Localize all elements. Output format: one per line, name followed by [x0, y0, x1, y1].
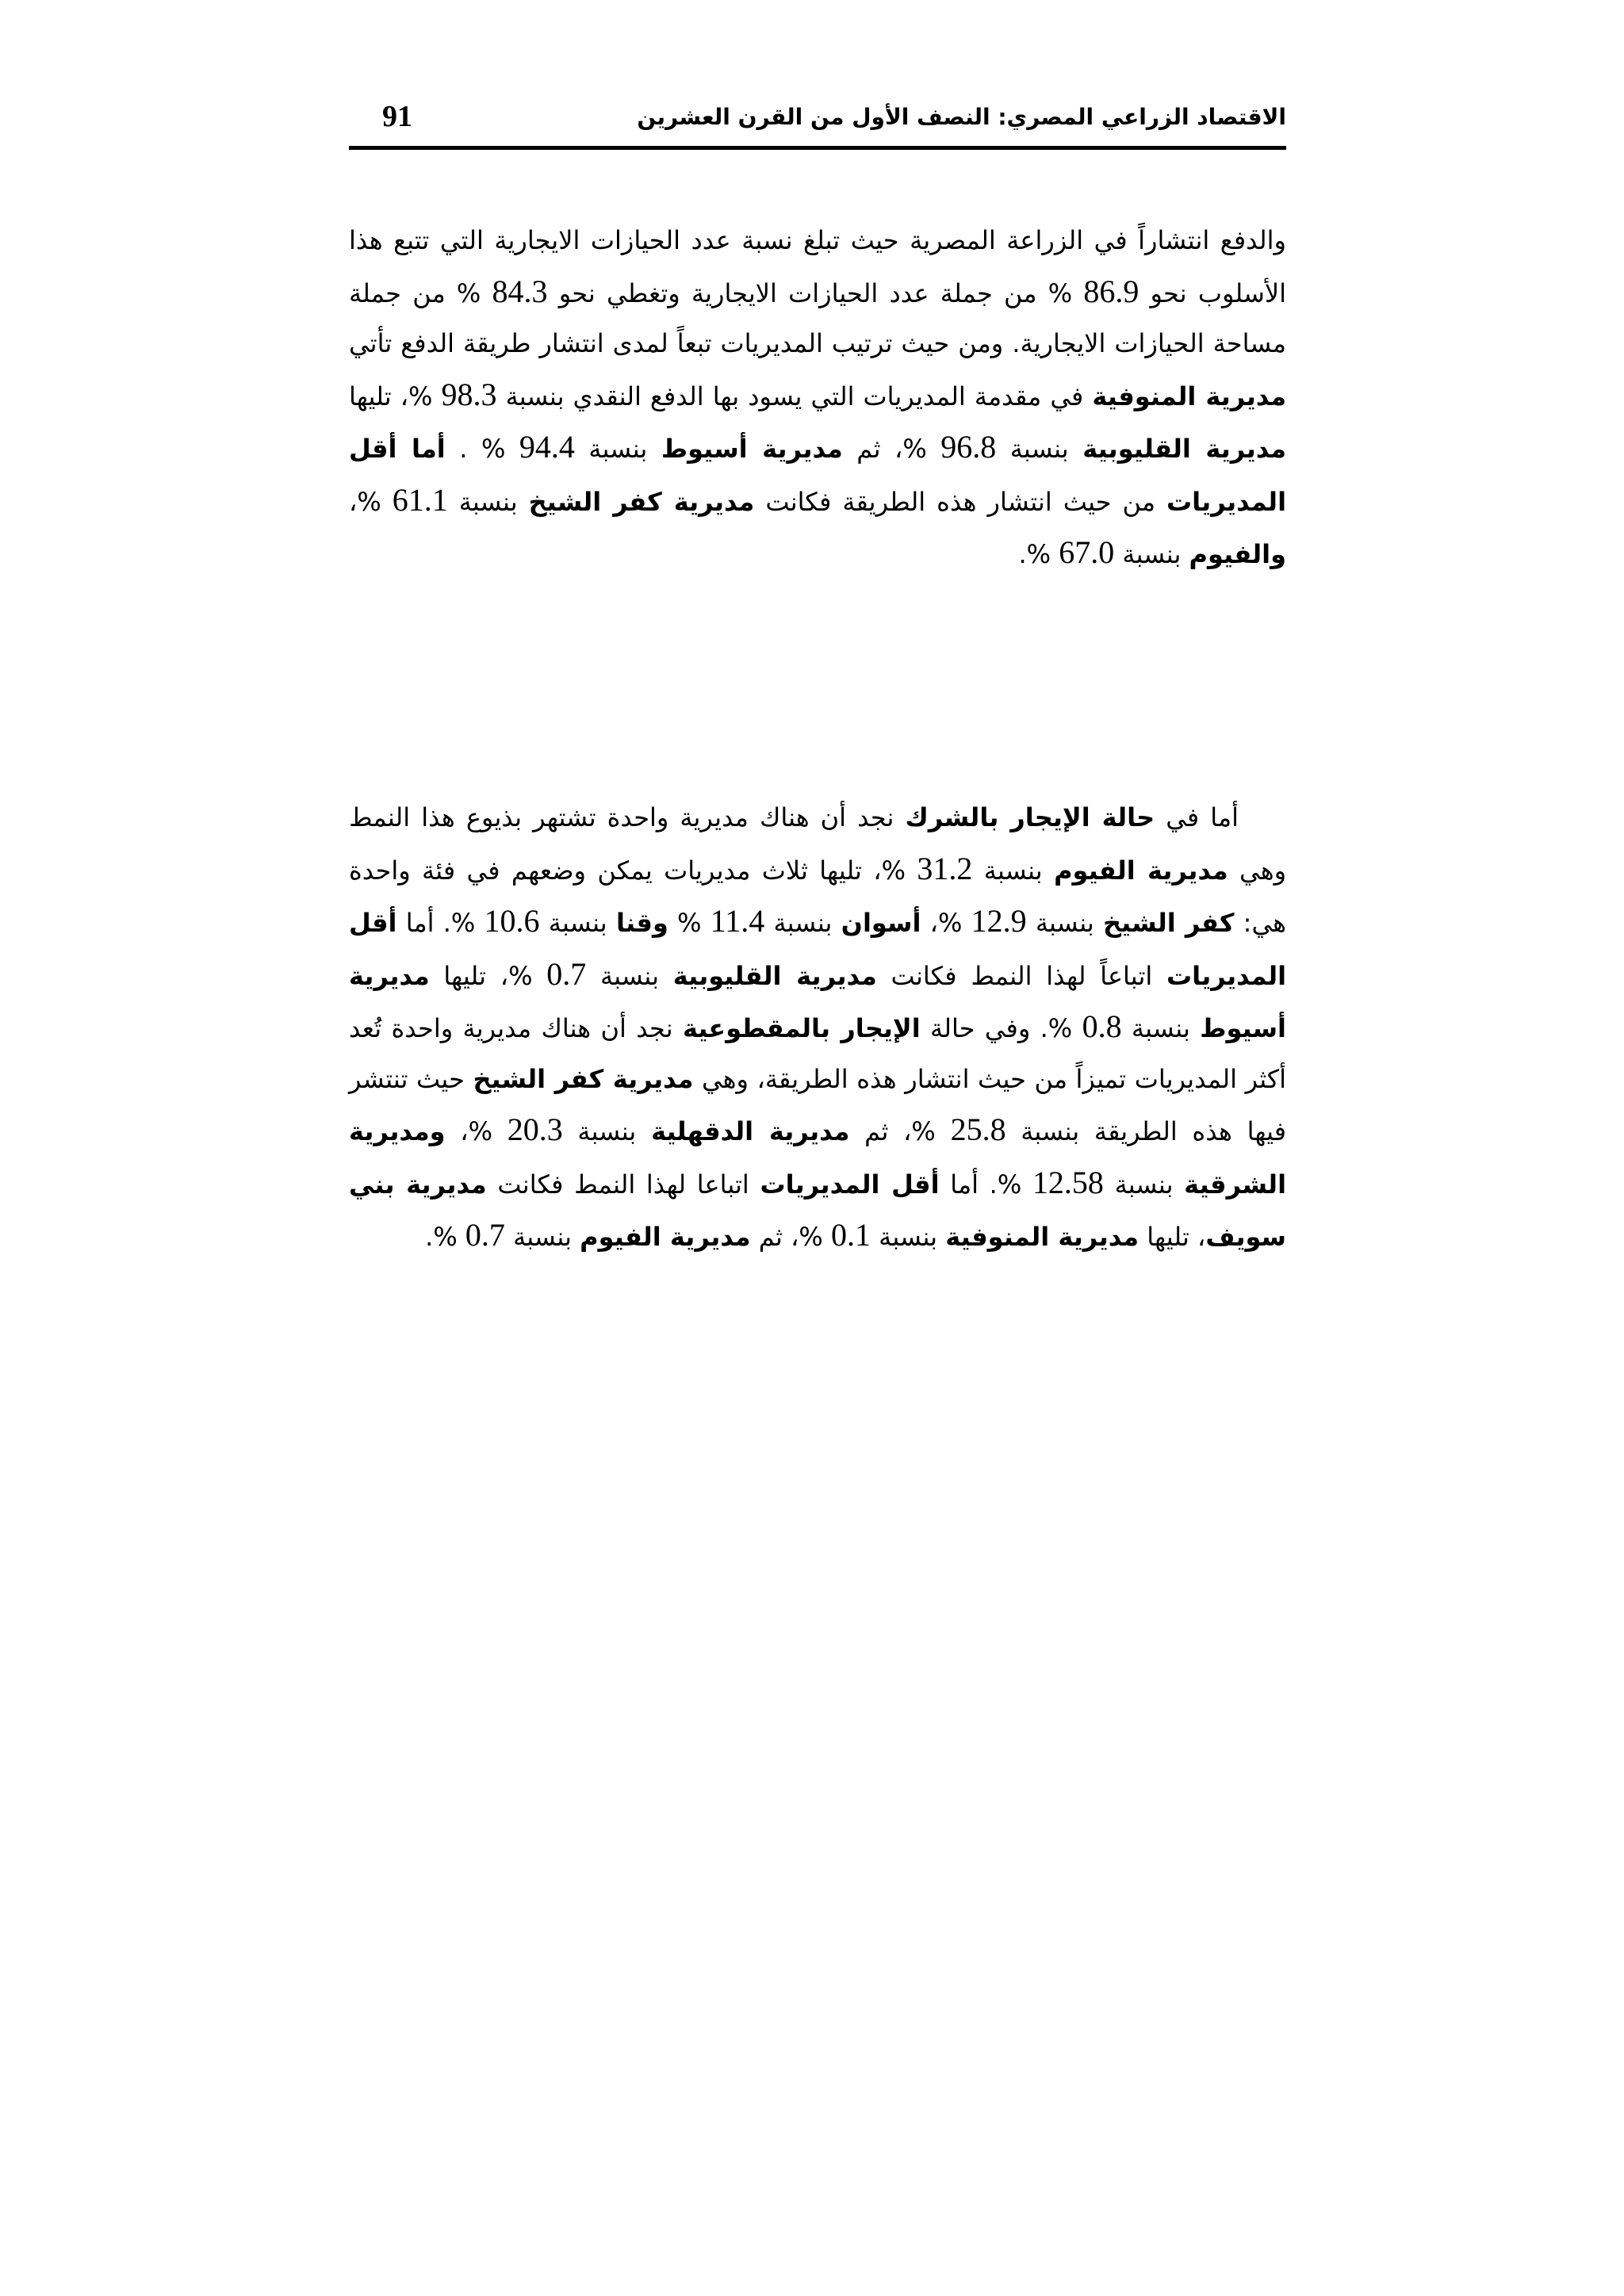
- bold-term: أقل المديريات: [349, 908, 1287, 991]
- text-run: % من جملة مساحة الحيازات الايجارية. ومن حيث ترتيب المديريات تبعاً لمدى انتشار طريقة الدفع تأتي: [349, 277, 1286, 358]
- text-run: %، ثم: [842, 434, 941, 464]
- text-run: بنسبة: [1103, 1169, 1185, 1200]
- bold-term: أما أقل المديريات: [349, 434, 1287, 517]
- bold-term: مديرية كفر الشيخ: [473, 1063, 694, 1094]
- text-run: %، ثم: [849, 1116, 951, 1146]
- bold-term: والفيوم: [1189, 539, 1286, 569]
- body-paragraph-2: [349, 793, 1286, 1263]
- percentage-value: 94.4: [519, 429, 575, 465]
- bold-term: مديرية الفيوم: [580, 1222, 751, 1252]
- text-run: %: [668, 908, 710, 938]
- text-run: نجد أن هناك مديرية واحدة تُعد أكثر المديريات تميزاً من حيث انتشار هذه الطريقة، وهي: [349, 1013, 1287, 1094]
- percentage-value: 96.8: [940, 429, 997, 465]
- percentage-value: 12.9: [971, 903, 1027, 939]
- bold-term: مديرية الدقهلية: [651, 1116, 850, 1146]
- percentage-value: 0.7: [465, 1217, 505, 1253]
- text-run: اتباعا لهذا النمط فكانت: [486, 1169, 760, 1200]
- text-run: بنسبة: [539, 908, 616, 938]
- bold-term: مديرية المنوفية: [945, 1222, 1139, 1252]
- text-run: %، تليها: [349, 381, 442, 411]
- text-run: اتباعاً لهذا النمط فكانت: [876, 960, 1167, 991]
- text-run: في مقدمة المديريات التي يسود بها الدفع النقدي بنسبة: [496, 381, 1093, 411]
- text-run: بنسبة: [504, 1222, 580, 1252]
- text-run: %،: [921, 908, 971, 938]
- percentage-value: 10.6: [484, 903, 540, 939]
- text-run: بنسبة: [447, 486, 529, 517]
- text-run: %، تليها ثلاث مديريات يمكن وضعهم في فئة واحدة هي:: [349, 855, 1286, 938]
- running-header-title: الاقتصاد الزراعي المصري: النصف الأول من القرن العشرين: [637, 104, 1286, 130]
- text-run: بنسبة: [586, 960, 673, 991]
- text-run: %، ثم: [750, 1222, 831, 1252]
- page-number: 91: [382, 100, 412, 133]
- header-rule: [349, 146, 1286, 150]
- bold-term: مديرية أسيوط: [661, 434, 843, 464]
- bold-term: ومديرية الشرقية: [349, 1116, 1287, 1200]
- text-run: والدفع انتشاراً في الزراعة المصرية حيث تبلغ نسبة عدد الحيازات الايجارية التي تتبع هذا الأسلوب نحو: [349, 225, 1287, 308]
- body-paragraph-1: [349, 216, 1286, 580]
- bold-term: مديرية أسيوط: [349, 960, 1286, 1043]
- bold-term: كفر الشيخ: [1103, 908, 1235, 938]
- running-header: [349, 99, 1286, 145]
- text-run: بنسبة: [1121, 1013, 1201, 1043]
- text-run: ، تليها: [1139, 1222, 1206, 1252]
- percentage-value: 25.8: [950, 1112, 1006, 1147]
- text-run: بنسبة: [1114, 539, 1189, 569]
- percentage-value: 0.7: [546, 955, 587, 992]
- text-run: %، تليها: [429, 960, 547, 991]
- text-run: %،: [445, 1116, 508, 1146]
- percentage-value: 67.0: [1059, 534, 1115, 570]
- percentage-value: 0.8: [1082, 1008, 1122, 1044]
- text-run: %.: [425, 1222, 465, 1252]
- bold-term: الإيجار بالمقطوعية: [682, 1013, 921, 1043]
- percentage-value: 84.3: [492, 273, 548, 309]
- bold-term: حالة الإيجار بالشرك: [905, 802, 1155, 832]
- percentage-value: 31.2: [917, 850, 973, 886]
- text-run: %. أما: [939, 1169, 1032, 1200]
- percentage-value: 98.3: [441, 376, 497, 412]
- bold-term: وقنا: [615, 908, 668, 938]
- percentage-value: 86.9: [1083, 273, 1139, 309]
- text-run: %،: [349, 486, 393, 517]
- text-run: بنسبة: [1026, 908, 1104, 938]
- text-run: بنسبة: [972, 855, 1055, 886]
- bold-term: مديرية القليوبية: [1082, 434, 1287, 464]
- bold-term: مديرية كفر الشيخ: [528, 486, 755, 517]
- text-run: % .: [445, 434, 519, 464]
- bold-term: مديرية القليوبية: [672, 960, 877, 991]
- text-run: بنسبة: [870, 1222, 946, 1252]
- bold-term: مديرية الفيوم: [1054, 855, 1228, 886]
- bold-term: أسوان: [841, 908, 921, 938]
- bold-term: أقل المديريات: [760, 1169, 940, 1200]
- text-run: حيث تنتشر فيها هذه الطريقة بنسبة: [349, 1063, 1287, 1146]
- text-run: بنسبة: [562, 1116, 652, 1146]
- bold-term: مديرية المنوفية: [1092, 381, 1287, 411]
- percentage-value: 20.3: [507, 1112, 563, 1147]
- text-run: %.: [1018, 539, 1059, 569]
- text-run: بنسبة: [996, 434, 1083, 464]
- text-run: % من جملة عدد الحيازات الايجارية وتغطي نحو: [547, 277, 1084, 308]
- text-run: نجد أن هناك مديرية واحدة تشتهر بذيوع هذا النمط وهي: [349, 802, 1287, 886]
- percentage-value: 61.1: [392, 481, 448, 518]
- percentage-value: 12.58: [1032, 1164, 1104, 1200]
- text-run: %. وفي حالة: [920, 1013, 1082, 1043]
- text-run: أما في: [1155, 802, 1239, 832]
- percentage-value: 0.1: [830, 1217, 871, 1253]
- text-run: بنسبة: [764, 908, 841, 938]
- text-run: بنسبة: [574, 434, 661, 464]
- bold-term: مديرية بني سويف: [349, 1169, 1286, 1252]
- text-run: %. أما: [396, 908, 485, 938]
- percentage-value: 11.4: [710, 903, 765, 939]
- text-run: من حيث انتشار هذه الطريقة فكانت: [754, 486, 1166, 517]
